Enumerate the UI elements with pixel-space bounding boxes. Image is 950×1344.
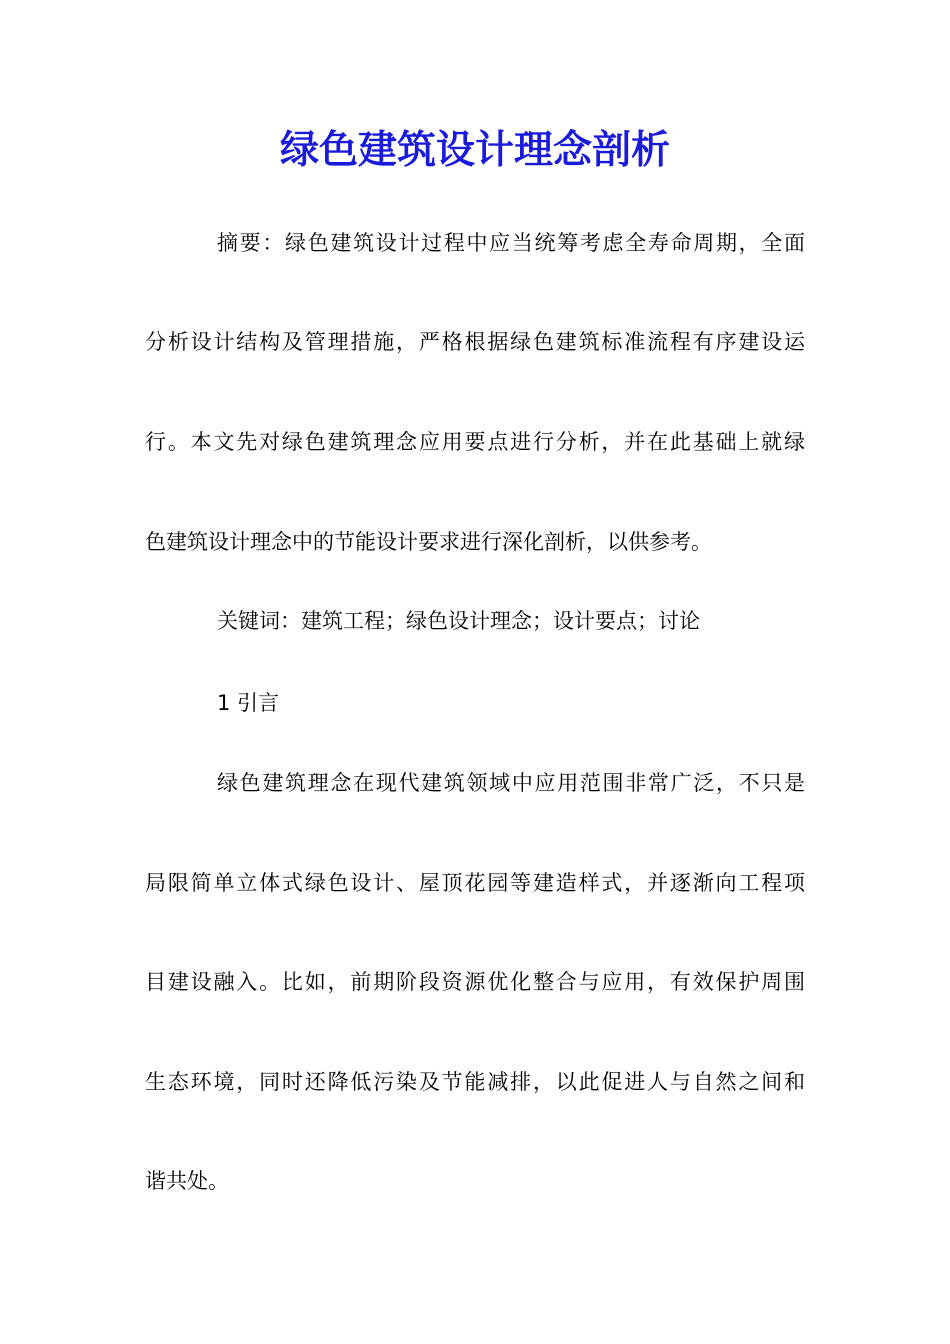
intro-line-4: 生态环境，同时还降低污染及节能减排，以此促进人与自然之间和 (145, 1070, 805, 1094)
intro-line-1: 绿色建筑理念在现代建筑领域中应用范围非常广泛，不只是 (217, 771, 805, 795)
keywords-line: 关键词：建筑工程；绿色设计理念；设计要点；讨论 (217, 609, 700, 633)
document-title: 绿色建筑设计理念剖析 (279, 127, 670, 173)
section-heading: 1 引言 (217, 691, 280, 715)
abstract-line-1: 摘要：绿色建筑设计过程中应当统筹考虑全寿命周期，全面 (217, 231, 805, 255)
abstract-line-3: 行。本文先对绿色建筑理念应用要点进行分析，并在此基础上就绿 (145, 430, 805, 454)
intro-line-5: 谐共处。 (145, 1169, 229, 1193)
intro-line-3: 目建设融入。比如，前期阶段资源优化整合与应用，有效保护周围 (145, 970, 805, 994)
intro-line-2: 局限简单立体式绿色设计、屋顶花园等建造样式，并逐渐向工程项 (145, 871, 805, 895)
abstract-line-2: 分析设计结构及管理措施，严格根据绿色建筑标准流程有序建设运 (145, 330, 805, 354)
abstract-line-4: 色建筑设计理念中的节能设计要求进行深化剖析，以供参考。 (145, 530, 712, 554)
